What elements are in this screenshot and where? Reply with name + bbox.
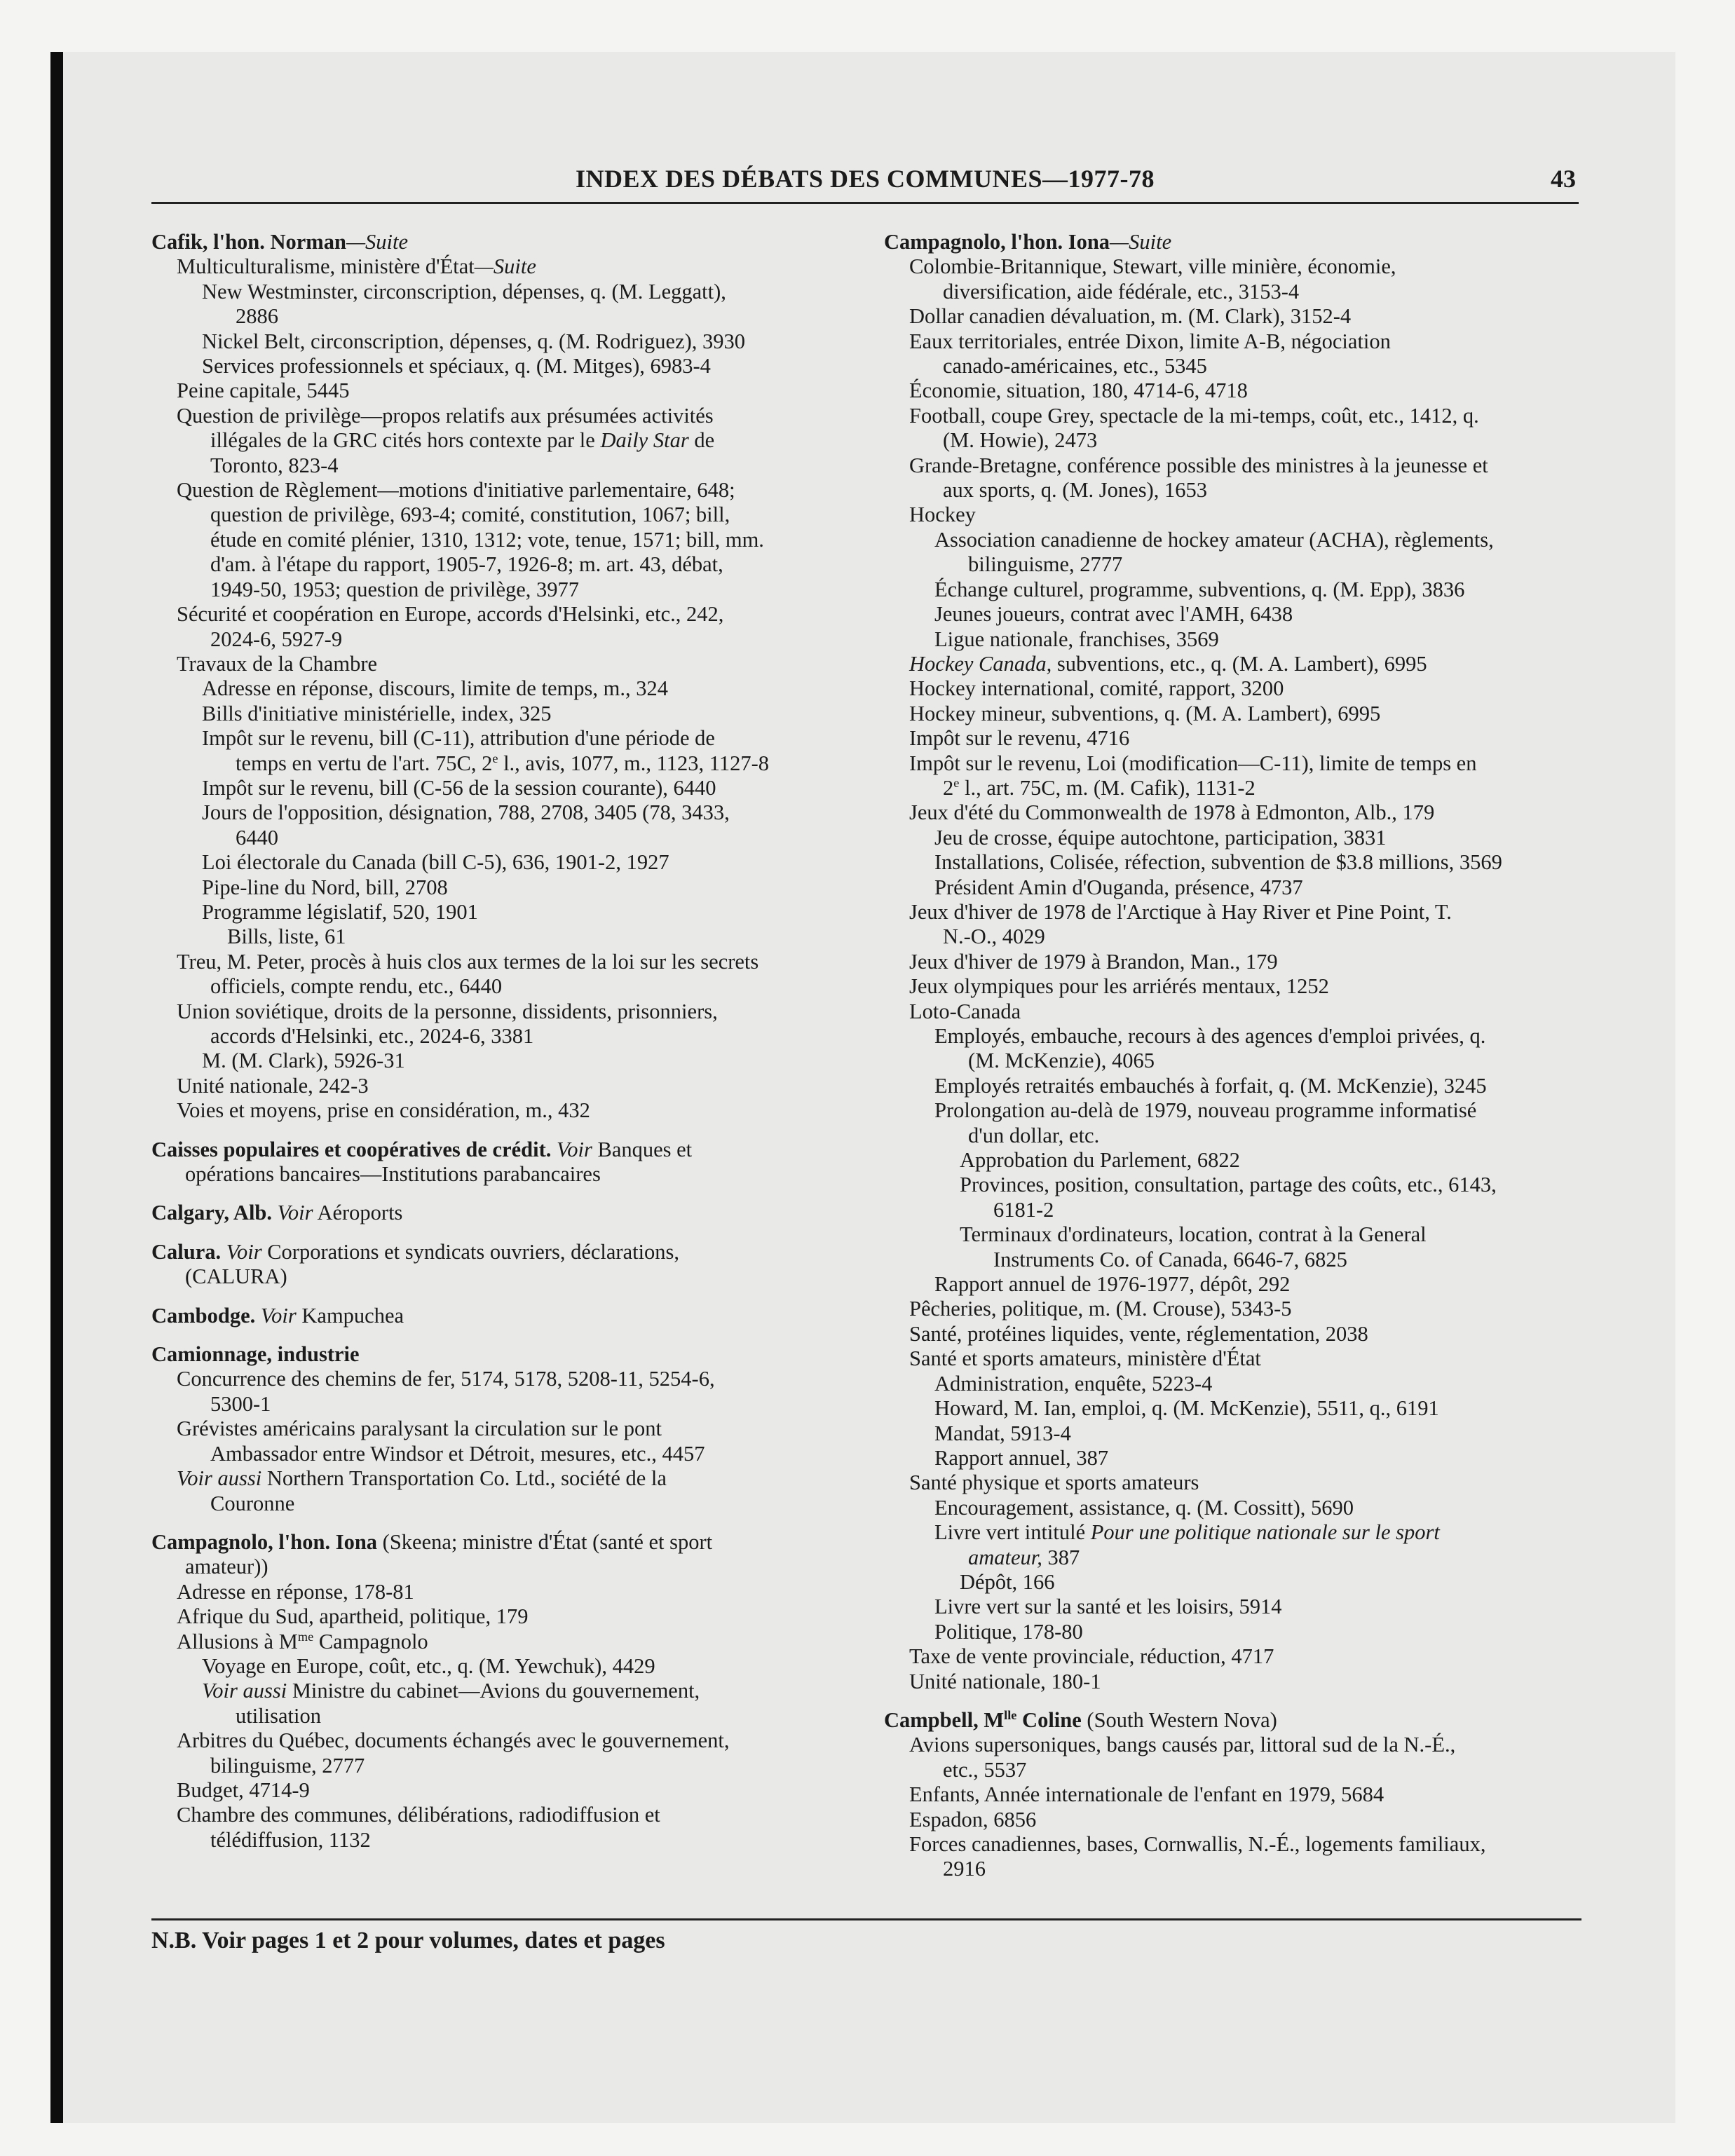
subentry: Santé physique et sports amateurs	[909, 1471, 1199, 1495]
entry-heading: Cambodge. Voir Kampuchea	[151, 1303, 404, 1328]
subentry: Question de privilège—propos relatifs aux présumées activités	[177, 403, 714, 428]
subentry: Dépôt, 166	[960, 1569, 1055, 1594]
subentry: Voir aussi Ministre du cabinet—Avions du gouvernement,	[202, 1679, 700, 1703]
entry-cambodge	[151, 1304, 859, 1328]
entry-heading: Calura. Voir Corporations et syndicats ouvriers, déclarations,	[151, 1239, 680, 1264]
header-title: INDEX DES DÉBATS DES COMMUNES—1977-78	[576, 165, 1155, 193]
subentry-cont: (M. Howie), 2473	[943, 428, 1098, 453]
subentry: Santé et sports amateurs, ministère d'État	[909, 1346, 1261, 1371]
subentry: Taxe de vente provinciale, réduction, 4717	[909, 1644, 1274, 1669]
subentry: Adresse en réponse, 178-81	[177, 1579, 414, 1604]
subentry: Bills d'initiative ministérielle, index, 325	[202, 701, 552, 725]
footer-rule	[151, 1918, 1581, 1920]
running-header	[151, 158, 1579, 204]
subentry: Voyage en Europe, coût, etc., q. (M. Yewchuk), 4429	[202, 1653, 655, 1678]
subentry: Football, coupe Grey, spectacle de la mi-temps, coût, etc., 1412, q.	[909, 403, 1479, 428]
subentry: Rapport annuel de 1976-1977, dépôt, 292	[934, 1272, 1291, 1297]
subentry: Sécurité et coopération en Europe, accords d'Helsinki, etc., 242,	[177, 602, 724, 627]
subentry: Hockey mineur, subventions, q. (M. A. Lambert), 6995	[909, 701, 1381, 725]
subentry: Bills, liste, 61	[227, 925, 346, 949]
subentry: Jeux d'hiver de 1979 à Brandon, Man., 179	[909, 949, 1278, 974]
binding-edge	[50, 52, 63, 2123]
subentry-cont: 2916	[943, 1857, 986, 1881]
subentry-cont: temps en vertu de l'art. 75C, 2e l., avis, 1077, m., 1123, 1127-8	[236, 751, 770, 775]
subentry: Howard, M. Ian, emploi, q. (M. McKenzie), 5511, q., 6191	[934, 1396, 1439, 1421]
subentry: Impôt sur le revenu, bill (C-11), attribution d'une période de	[202, 726, 715, 751]
entry-heading: Camionnage, industrie	[151, 1342, 360, 1367]
subentry: Politique, 178-80	[934, 1619, 1083, 1644]
subentry: Hockey	[909, 503, 976, 527]
subentry-cont: 6181-2	[993, 1197, 1054, 1222]
subentry: Impôt sur le revenu, bill (C-56 de la session courante), 6440	[202, 775, 716, 800]
entry-heading: Cafik, l'hon. Norman—Suite	[151, 230, 409, 254]
subentry: Jeux d'été du Commonwealth de 1978 à Edmonton, Alb., 179	[909, 800, 1435, 825]
subentry-cont: question de privilège, 693-4; comité, constitution, 1067; bill,	[210, 503, 730, 527]
subentry: M. (M. Clark), 5926-31	[202, 1049, 405, 1073]
subentry: Économie, situation, 180, 4714-6, 4718	[909, 378, 1248, 403]
subentry-cont: bilinguisme, 2777	[210, 1753, 365, 1778]
subentry-cont: 2886	[236, 304, 278, 329]
subentry: Pipe-line du Nord, bill, 2708	[202, 875, 448, 899]
page-number: 43	[1551, 165, 1576, 193]
entry-calura	[151, 1240, 859, 1290]
subentry: Treu, M. Peter, procès à huis clos aux termes de la loi sur les secrets	[177, 949, 759, 974]
subentry: Loi électorale du Canada (bill C-5), 636, 1901-2, 1927	[202, 850, 669, 875]
left-column	[151, 230, 859, 1853]
subentry: Impôt sur le revenu, Loi (modification—C-11), limite de temps en	[909, 751, 1477, 775]
entry-camionnage	[151, 1342, 859, 1516]
subentry: Hockey international, comité, rapport, 3200	[909, 676, 1284, 701]
subentry-cont: etc., 5537	[943, 1757, 1027, 1782]
subentry: Installations, Colisée, réfection, subvention de $3.8 millions, 3569	[934, 850, 1502, 875]
subentry: Impôt sur le revenu, 4716	[909, 726, 1130, 751]
subentry: Jeu de crosse, équipe autochtone, participation, 3831	[934, 825, 1387, 850]
entry-caisses-populaires	[151, 1138, 859, 1187]
subentry: Association canadienne de hockey amateur (ACHA), règlements,	[934, 527, 1494, 552]
subentry: Multiculturalisme, ministère d'État—Suite	[177, 254, 536, 279]
entry-heading: Campagnolo, l'hon. Iona—Suite	[884, 230, 1172, 254]
subentry-cont: Toronto, 823-4	[210, 453, 339, 477]
subentry: Adresse en réponse, discours, limite de temps, m., 324	[202, 676, 668, 701]
entry-heading: Campagnolo, l'hon. Iona (Skeena; ministre d'État (santé et sport	[151, 1529, 713, 1554]
entry-heading: Calgary, Alb. Voir Aéroports	[151, 1201, 403, 1225]
subentry: Employés retraités embauchés à forfait, q. (M. McKenzie), 3245	[934, 1073, 1487, 1098]
entry-calgary	[151, 1201, 859, 1225]
subentry: Enfants, Année internationale de l'enfant en 1979, 5684	[909, 1782, 1384, 1807]
subentry: Échange culturel, programme, subventions, q. (M. Epp), 3836	[934, 577, 1465, 601]
subentry-cont: d'un dollar, etc.	[968, 1123, 1100, 1147]
subentry-cont: 6440	[236, 825, 278, 850]
subentry: Grévistes américains paralysant la circulation sur le pont	[177, 1417, 662, 1441]
entry-heading: Caisses populaires et coopératives de crédit. Voir Banques et	[151, 1137, 693, 1161]
subentry-cont: aux sports, q. (M. Jones), 1653	[943, 478, 1207, 503]
subentry-cont: canado-américaines, etc., 5345	[943, 354, 1207, 378]
subentry-cont: Couronne	[210, 1491, 295, 1515]
subentry: Avions supersoniques, bangs causés par, littoral sud de la N.-É.,	[909, 1733, 1456, 1757]
subentry: Provinces, position, consultation, partage des coûts, etc., 6143,	[960, 1173, 1497, 1197]
subentry: Employés, embauche, recours à des agences d'emploi privées, q.	[934, 1024, 1486, 1048]
subentry: Jours de l'opposition, désignation, 788, 2708, 3405 (78, 3433,	[202, 800, 730, 825]
subentry: Jeux olympiques pour les arriérés mentaux, 1252	[909, 974, 1329, 999]
subentry-cont: d'am. à l'étape du rapport, 1905-7, 1926-8; m. art. 43, débat,	[210, 552, 723, 577]
subentry-cont: 2e l., art. 75C, m. (M. Cafik), 1131-2	[943, 775, 1256, 800]
subentry-cont: illégales de la GRC cités hors contexte par le Daily Star de	[210, 428, 715, 453]
subentry: Nickel Belt, circonscription, dépenses, q. (M. Rodriguez), 3930	[202, 329, 746, 353]
subentry: Ligue nationale, franchises, 3569	[934, 627, 1219, 651]
subentry-cont: 2024-6, 5927-9	[210, 627, 343, 651]
subentry: Rapport annuel, 387	[934, 1445, 1109, 1470]
subentry: Afrique du Sud, apartheid, politique, 179	[177, 1604, 529, 1629]
subentry: Voies et moyens, prise en considération, m., 432	[177, 1098, 590, 1123]
subentry-cont: Ambassador entre Windsor et Détroit, mesures, etc., 4457	[210, 1441, 705, 1466]
subentry: Arbitres du Québec, documents échangés avec le gouvernement,	[177, 1728, 730, 1753]
subentry: Livre vert intitulé Pour une politique nationale sur le sport	[934, 1520, 1440, 1545]
subentry: Services professionnels et spéciaux, q. (M. Mitges), 6983-4	[202, 354, 711, 378]
subentry: Espadon, 6856	[909, 1807, 1037, 1831]
subentry: Loto-Canada	[909, 999, 1021, 1023]
subentry: Voir aussi Northern Transportation Co. Ltd., société de la	[177, 1466, 667, 1491]
subentry: Question de Règlement—motions d'initiative parlementaire, 648;	[177, 478, 735, 503]
subentry: Mandat, 5913-4	[934, 1421, 1071, 1445]
subentry-cont: amateur, 387	[968, 1545, 1080, 1569]
subentry: Peine capitale, 5445	[177, 378, 350, 403]
subentry: New Westminster, circonscription, dépenses, q. (M. Leggatt),	[202, 279, 726, 303]
subentry: Prolongation au-delà de 1979, nouveau programme informatisé	[934, 1098, 1477, 1123]
subentry: Forces canadiennes, bases, Cornwallis, N.-É., logements familiaux,	[909, 1832, 1486, 1856]
footer-note: N.B. Voir pages 1 et 2 pour volumes, dates et pages	[151, 1928, 665, 1953]
subentry: Chambre des communes, délibérations, radiodiffusion et	[177, 1803, 660, 1827]
subentry-cont: bilinguisme, 2777	[968, 552, 1123, 577]
subentry-cont: N.-O., 4029	[943, 925, 1045, 949]
entry-campbell	[884, 1708, 1585, 1882]
subentry: Encouragement, assistance, q. (M. Cossitt), 5690	[934, 1495, 1354, 1520]
subentry: Dollar canadien dévaluation, m. (M. Clark), 3152-4	[909, 304, 1352, 329]
subentry-cont: officiels, compte rendu, etc., 6440	[210, 974, 503, 999]
subentry-cont: étude en comité plénier, 1310, 1312; vote, tenue, 1571; bill, mm.	[210, 527, 764, 552]
subentry: Jeunes joueurs, contrat avec l'AMH, 6438	[934, 602, 1293, 627]
subentry: Eaux territoriales, entrée Dixon, limite A-B, négociation	[909, 329, 1391, 353]
subentry: Unité nationale, 180-1	[909, 1669, 1101, 1693]
subentry-cont: télédiffusion, 1132	[210, 1827, 371, 1852]
subentry: Hockey Canada, subventions, etc., q. (M. A. Lambert), 6995	[909, 651, 1427, 676]
subentry: Allusions à $M^{me}$ Campagnolo	[177, 1629, 428, 1653]
entry-campagnolo	[151, 1530, 859, 1853]
subentry-cont: 1949-50, 1953; question de privilège, 3977	[210, 577, 580, 601]
subentry: Concurrence des chemins de fer, 5174, 5178, 5208-11, 5254-6,	[177, 1367, 715, 1391]
subentry: Président Amin d'Ouganda, présence, 4737	[934, 875, 1303, 899]
subentry-cont: accords d'Helsinki, etc., 2024-6, 3381	[210, 1024, 534, 1048]
subentry-cont: diversification, aide fédérale, etc., 3153-4	[943, 279, 1300, 303]
subentry: Travaux de la Chambre	[177, 651, 378, 676]
subentry: Jeux d'hiver de 1978 de l'Arctique à Hay River et Pine Point, T.	[909, 899, 1452, 924]
subentry-cont: (M. McKenzie), 4065	[968, 1049, 1155, 1073]
subentry: Livre vert sur la santé et les loisirs, 5914	[934, 1595, 1282, 1619]
subentry-cont: 5300-1	[210, 1391, 271, 1416]
entry-cont: amateur))	[185, 1555, 268, 1579]
subentry: Administration, enquête, 5223-4	[934, 1371, 1213, 1396]
subentry: Budget, 4714-9	[177, 1778, 310, 1802]
entry-cont: opérations bancaires—Institutions parabancaires	[185, 1162, 601, 1187]
subentry: Colombie-Britannique, Stewart, ville minière, économie,	[909, 254, 1396, 279]
subentry-cont: Instruments Co. of Canada, 6646-7, 6825	[993, 1247, 1347, 1271]
subentry: Unité nationale, 242-3	[177, 1073, 369, 1098]
subentry: Pêcheries, politique, m. (M. Crouse), 5343-5	[909, 1297, 1292, 1321]
entry-campagnolo-suite	[884, 230, 1585, 1694]
entry-cont: (CALURA)	[185, 1264, 287, 1289]
subentry: Terminaux d'ordinateurs, location, contrat à la General	[960, 1222, 1427, 1247]
entry-cafik	[151, 230, 859, 1124]
subentry: Programme législatif, 520, 1901	[202, 899, 478, 924]
subentry-cont: utilisation	[236, 1703, 321, 1728]
entry-heading: Campbell, $M^{lle}$ Coline (South Western Nova)	[884, 1707, 1277, 1732]
subentry: Grande-Bretagne, conférence possible des ministres à la jeunesse et	[909, 453, 1488, 477]
subentry: Union soviétique, droits de la personne, dissidents, prisonniers,	[177, 999, 718, 1023]
subentry: Approbation du Parlement, 6822	[960, 1148, 1240, 1173]
right-column	[884, 230, 1585, 1882]
subentry: Santé, protéines liquides, vente, réglementation, 2038	[909, 1321, 1368, 1346]
